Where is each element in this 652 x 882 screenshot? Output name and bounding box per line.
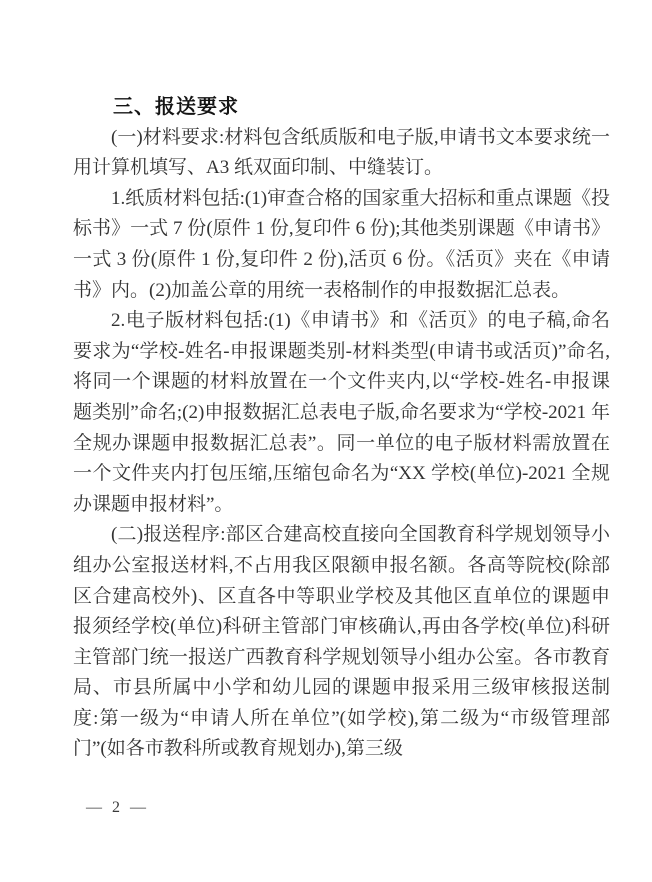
paragraph-material-requirements: (一)材料要求:材料包含纸质版和电子版,申请书文本要求统一用计算机填写、A3 纸双面印制、中缝装订。 [73,126,610,179]
section-heading: 三、报送要求 [113,96,239,118]
document-body [73,92,610,765]
paragraph-paper-materials: 1.纸质材料包括:(1)审查合格的国家重大招标和重点课题《投标书》一式 7 份(原件 1 份,复印件 6 份);其他类别课题《申请书》一式 3 份(原件 1 份,复印件 2 份),活页 6 份。《活页》夹在《申请书》内。(2)加盖公章的用统一表格制作的申报数据汇总表。 [73,187,610,301]
paragraph-electronic-materials: 2.电子版材料包括:(1)《申请书》和《活页》的电子稿,命名要求为“学校-姓名-申报课题类别-材料类型(申请书或活页)”命名,将同一个课题的材料放置在一个文件夹内,以“学校-姓名-申报课题类别”命名;(2)申报数据汇总表电子版,命名要求为“学校-2021 年全规办课题申报数据汇总表”。同一单位的电子版材料需放置在一个文件夹内打包压缩,压缩包命名为“XX 学校(单位)-2021 全规办课题申报材料”。 [73,310,610,515]
paragraph-submission-procedure: (二)报送程序:部区合建高校直接向全国教育科学规划领导小组办公室报送材料,不占用我区限额申报名额。各高等院校(除部区合建高校外)、区直各中等职业学校及其他区直单位的课题申报须经学校(单位)科研主管部门审核确认,再由各学校(单位)科研主管部门统一报送广西教育科学规划领导小组办公室。各市教育局、市县所属中小学和幼儿园的课题申报采用三级审核报送制度:第一级为“申请人所在单位”(如学校),第二级为“市级管理部门”(如各市教科所或教育规划办),第三级 [73,524,610,760]
page-number: — 2 — [86,799,149,816]
